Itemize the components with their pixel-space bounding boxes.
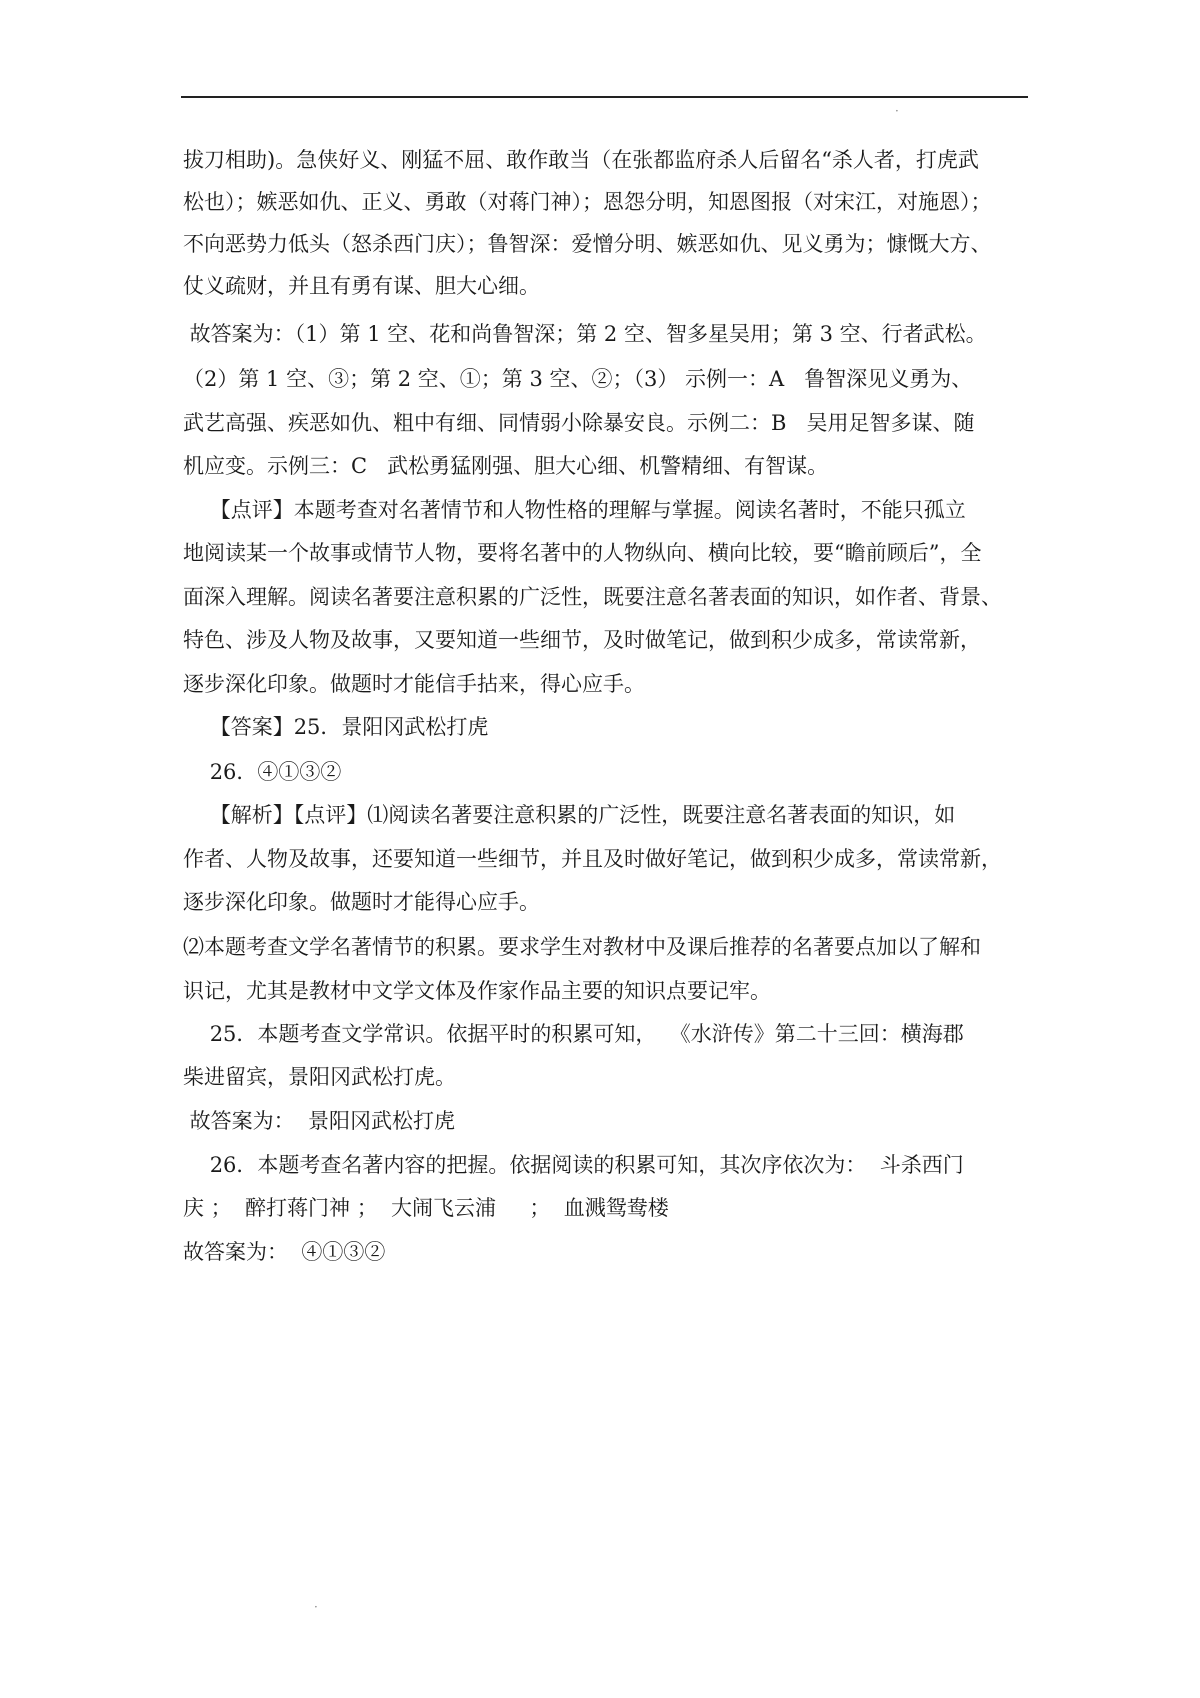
- text-line-13: 逐步深化印象。做题时才能信手拈来，得心应手。: [183, 672, 645, 696]
- text-line-3: 不向恶势力低头（怒杀西门庆）；鲁智深：爱憎分明、嫉恶如仇、见义勇为；慷慨大方、: [183, 232, 992, 256]
- text-line-2: 松也）；嫉恶如仇、正义、勇敢（对蒋门神）；恩怨分明，知恩图报（对宋江，对施恩）；: [183, 190, 992, 214]
- text-line-20: 识记，尤其是教材中文学文体及作家作品主要的知识点要记牢。: [183, 979, 771, 1003]
- text-line-11: 面深入理解。阅读名著要注意积累的广泛性，既要注意名著表面的知识，如作者、背景、: [183, 585, 1002, 609]
- text-line-25: 庆 ； 醉打蒋门神 ； 大闹飞云浦 ； 血溅鸳鸯楼: [183, 1196, 669, 1220]
- text-line-14: 【答案】25．景阳冈武松打虎: [183, 715, 489, 739]
- text-line-4: 仗义疏财，并且有勇有谋、胆大心细。: [183, 274, 540, 298]
- text-line-24: 26．本题考查名著内容的把握。依据阅读的积累可知，其次序依次为： 斗杀西门: [183, 1153, 964, 1177]
- text-line-15: 26．④①③②: [183, 760, 342, 784]
- text-line-1: 拔刀相助)。急侠好义、刚猛不屈、敢作敢当（在张都监府杀人后留名“杀人者，打虎武: [183, 148, 979, 172]
- text-line-6: （2）第 1 空、③；第 2 空、①；第 3 空、②；（3） 示例一：A 鲁智深见义勇为、: [183, 367, 973, 391]
- text-line-18: 逐步深化印象。做题时才能得心应手。: [183, 890, 540, 914]
- text-line-9: 【点评】本题考查对名著情节和人物性格的理解与掌握。阅读名著时，不能只孤立: [183, 498, 966, 522]
- text-line-16: 【解析】【点评】⑴阅读名著要注意积累的广泛性，既要注意名著表面的知识，如: [183, 803, 956, 827]
- text-line-10: 地阅读某一个故事或情节人物，要将名著中的人物纵向、横向比较，要“瞻前顾后”，全: [183, 541, 982, 565]
- text-line-23: 故答案为： 景阳冈武松打虎: [183, 1109, 456, 1133]
- text-line-19: ⑵本题考查文学名著情节的积累。要求学生对教材中及课后推荐的名著要点加以了解和: [183, 935, 981, 959]
- text-line-17: 作者、人物及故事，还要知道一些细节，并且及时做好笔记，做到积少成多，常读常新，: [183, 847, 1002, 871]
- footer-dot: ·: [314, 1600, 318, 1614]
- text-line-21: 25．本题考查文学常识。依据平时的积累可知， 《水浒传》第二十三回：横海郡: [183, 1022, 964, 1046]
- header-dot: ·: [895, 104, 899, 118]
- text-line-12: 特色、涉及人物及故事，又要知道一些细节，及时做笔记，做到积少成多，常读常新，: [183, 628, 981, 652]
- text-line-5: 故答案为：（1）第 1 空、花和尚鲁智深；第 2 空、智多星吴用；第 3 空、行者武松。: [183, 322, 987, 346]
- text-line-8: 机应变。示例三：C 武松勇猛刚强、胆大心细、机警精细、有智谋。: [183, 454, 829, 478]
- text-line-26: 故答案为： ④①③②: [183, 1240, 386, 1264]
- text-line-7: 武艺高强、疾恶如仇、粗中有细、同情弱小除暴安良。示例二：B 吴用足智多谋、随: [183, 411, 975, 435]
- header-rule: [181, 96, 1028, 98]
- text-line-22: 柴进留宾，景阳冈武松打虎。: [183, 1065, 456, 1089]
